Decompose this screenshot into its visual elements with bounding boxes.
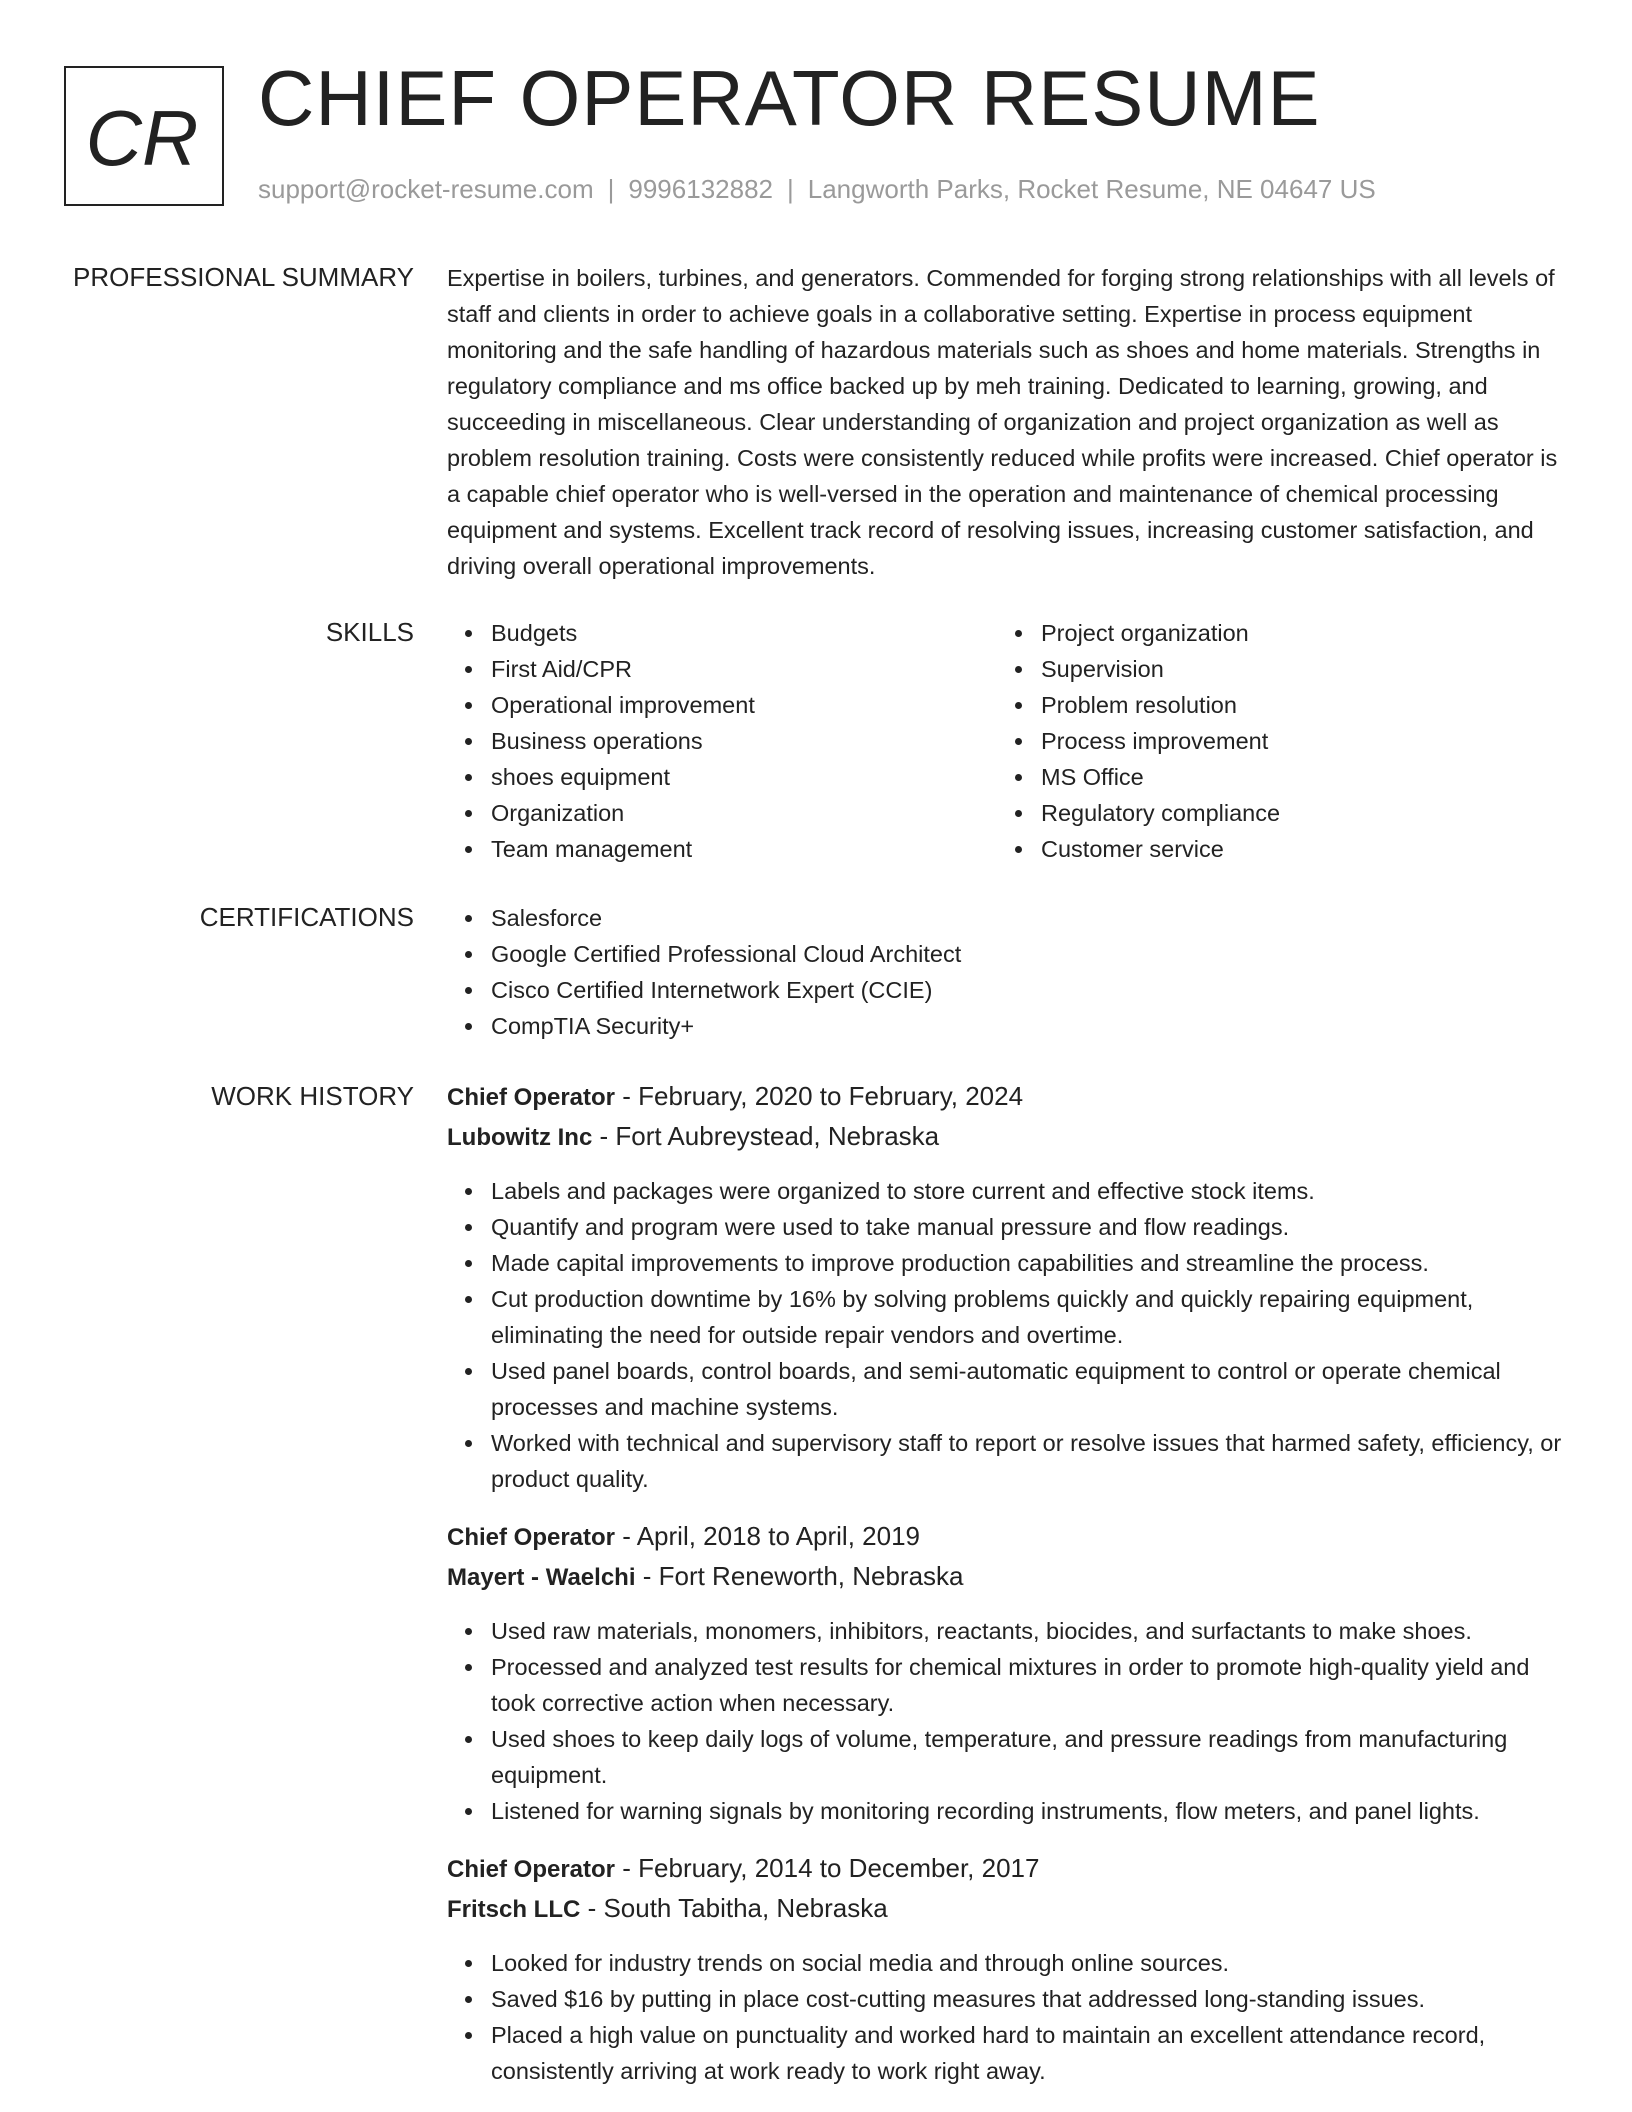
skill-item: Problem resolution — [997, 687, 1547, 723]
skills-list-left — [447, 615, 997, 867]
skill-item: Business operations — [447, 723, 997, 759]
job-bullet: Saved $16 by putting in place cost-cutting measures that addressed long-standing issues. — [447, 1981, 1567, 2017]
skill-item: First Aid/CPR — [447, 651, 997, 687]
job-bullet: Used panel boards, control boards, and semi-automatic equipment to control or operate chemical processes and machine systems. — [447, 1353, 1567, 1425]
job-bullet: Processed and analyzed test results for chemical mixtures in order to promote high-quality yield and took corrective action when necessary. — [447, 1649, 1567, 1721]
skill-item: Operational improvement — [447, 687, 997, 723]
job-title-line — [447, 1077, 1567, 1117]
monogram-text: CR — [85, 93, 199, 182]
certifications-heading: CERTIFICATIONS — [199, 902, 414, 932]
skills-heading: SKILLS — [325, 617, 414, 647]
job-bullet: Used shoes to keep daily logs of volume, temperature, and pressure readings from manufacturing equipment. — [447, 1721, 1567, 1793]
page-title: CHIEF OPERATOR RESUME — [258, 54, 1321, 142]
skills-list-right — [997, 615, 1547, 867]
job-company: Fritsch LLC — [447, 1896, 581, 1923]
job-company-line — [447, 1557, 1567, 1597]
job-bullet: Worked with technical and supervisory staff to report or resolve issues that harmed safety, efficiency, or product quality. — [447, 1425, 1567, 1497]
skill-item: Budgets — [447, 615, 997, 651]
certification-item: Salesforce — [447, 900, 1567, 936]
job-bullet: Labels and packages were organized to store current and effective stock items. — [447, 1173, 1567, 1209]
job-location: - Fort Aubreystead, Nebraska — [592, 1121, 940, 1151]
job-dates: - February, 2020 to February, 2024 — [615, 1081, 1024, 1111]
job-entry — [447, 1517, 1567, 1829]
job-title: Chief Operator — [447, 1856, 616, 1883]
job-title-line — [447, 1849, 1567, 1889]
job-title: Chief Operator — [447, 1084, 616, 1111]
job-dates: - April, 2018 to April, 2019 — [615, 1521, 920, 1551]
skill-item: Organization — [447, 795, 997, 831]
job-bullet: Placed a high value on punctuality and worked hard to maintain an excellent attendance record, consistently arriving at work ready to work right away. — [447, 2017, 1567, 2089]
job-bullet: Listened for warning signals by monitoring recording instruments, flow meters, and panel lights. — [447, 1793, 1567, 1829]
summary-heading: PROFESSIONAL SUMMARY — [73, 262, 414, 292]
skill-item: Process improvement — [997, 723, 1547, 759]
certification-item: Cisco Certified Internetwork Expert (CCIE) — [447, 972, 1567, 1008]
job-location: - Fort Reneworth, Nebraska — [635, 1561, 964, 1591]
job-location: - South Tabitha, Nebraska — [580, 1893, 888, 1923]
contact-separator: | — [787, 174, 794, 204]
job-bullets — [447, 1945, 1567, 2089]
job-bullet: Cut production downtime by 16% by solving problems quickly and quickly repairing equipment, eliminating the need for outside repair vendors and overtime. — [447, 1281, 1567, 1353]
contact-address: Langworth Parks, Rocket Resume, NE 04647 US — [807, 174, 1376, 204]
job-bullet: Looked for industry trends on social media and through online sources. — [447, 1945, 1567, 1981]
skill-item: MS Office — [997, 759, 1547, 795]
skill-item: Project organization — [997, 615, 1547, 651]
summary-text: Expertise in boilers, turbines, and generators. Commended for forging strong relationships with all levels of staff and clients in order to achieve goals in a collaborative setting. Expertise in process equipment monitoring and the safe handling of hazardous materials such as shoes and home materials. Strengths in regulatory compliance and ms office backed up by meh training. Dedicated to learning, growing, and succeeding in miscellaneous. Clear understanding of organization and project organization as well as problem resolution training. Costs were consistently reduced while profits were increased. Chief operator is a capable chief operator who is well-versed in the operation and maintenance of chemical processing equipment and systems. Excellent track record of resolving issues, increasing customer satisfaction, and driving overall operational improvements. — [447, 265, 1558, 579]
contact-line — [258, 174, 1376, 205]
skills-columns — [447, 615, 1567, 867]
job-company-line — [447, 1117, 1567, 1157]
job-bullet: Used raw materials, monomers, inhibitors, reactants, biocides, and surfactants to make shoes. — [447, 1613, 1567, 1649]
job-bullet: Quantify and program were used to take manual pressure and flow readings. — [447, 1209, 1567, 1245]
skill-item: Team management — [447, 831, 997, 867]
skill-item: Supervision — [997, 651, 1547, 687]
job-entry — [447, 1849, 1567, 2089]
contact-separator: | — [607, 174, 615, 204]
monogram-logo — [64, 66, 224, 206]
skill-item: shoes equipment — [447, 759, 997, 795]
job-dates: - February, 2014 to December, 2017 — [615, 1853, 1040, 1883]
job-company: Mayert - Waelchi — [447, 1564, 636, 1591]
skill-item: Regulatory compliance — [997, 795, 1547, 831]
job-company-line — [447, 1889, 1567, 1929]
job-company: Lubowitz Inc — [447, 1124, 593, 1151]
job-bullet: Made capital improvements to improve production capabilities and streamline the process. — [447, 1245, 1567, 1281]
work-history-heading: WORK HISTORY — [211, 1081, 414, 1111]
certification-item: CompTIA Security+ — [447, 1008, 1567, 1044]
certifications-list — [447, 900, 1567, 1044]
contact-phone: 9996132882 — [628, 174, 773, 204]
contact-email: support@rocket-resume.com — [258, 174, 594, 204]
job-entry — [447, 1077, 1567, 1497]
job-bullets — [447, 1613, 1567, 1829]
job-bullets — [447, 1173, 1567, 1497]
job-title-line — [447, 1517, 1567, 1557]
certification-item: Google Certified Professional Cloud Architect — [447, 936, 1567, 972]
skill-item: Customer service — [997, 831, 1547, 867]
job-title: Chief Operator — [447, 1524, 616, 1551]
